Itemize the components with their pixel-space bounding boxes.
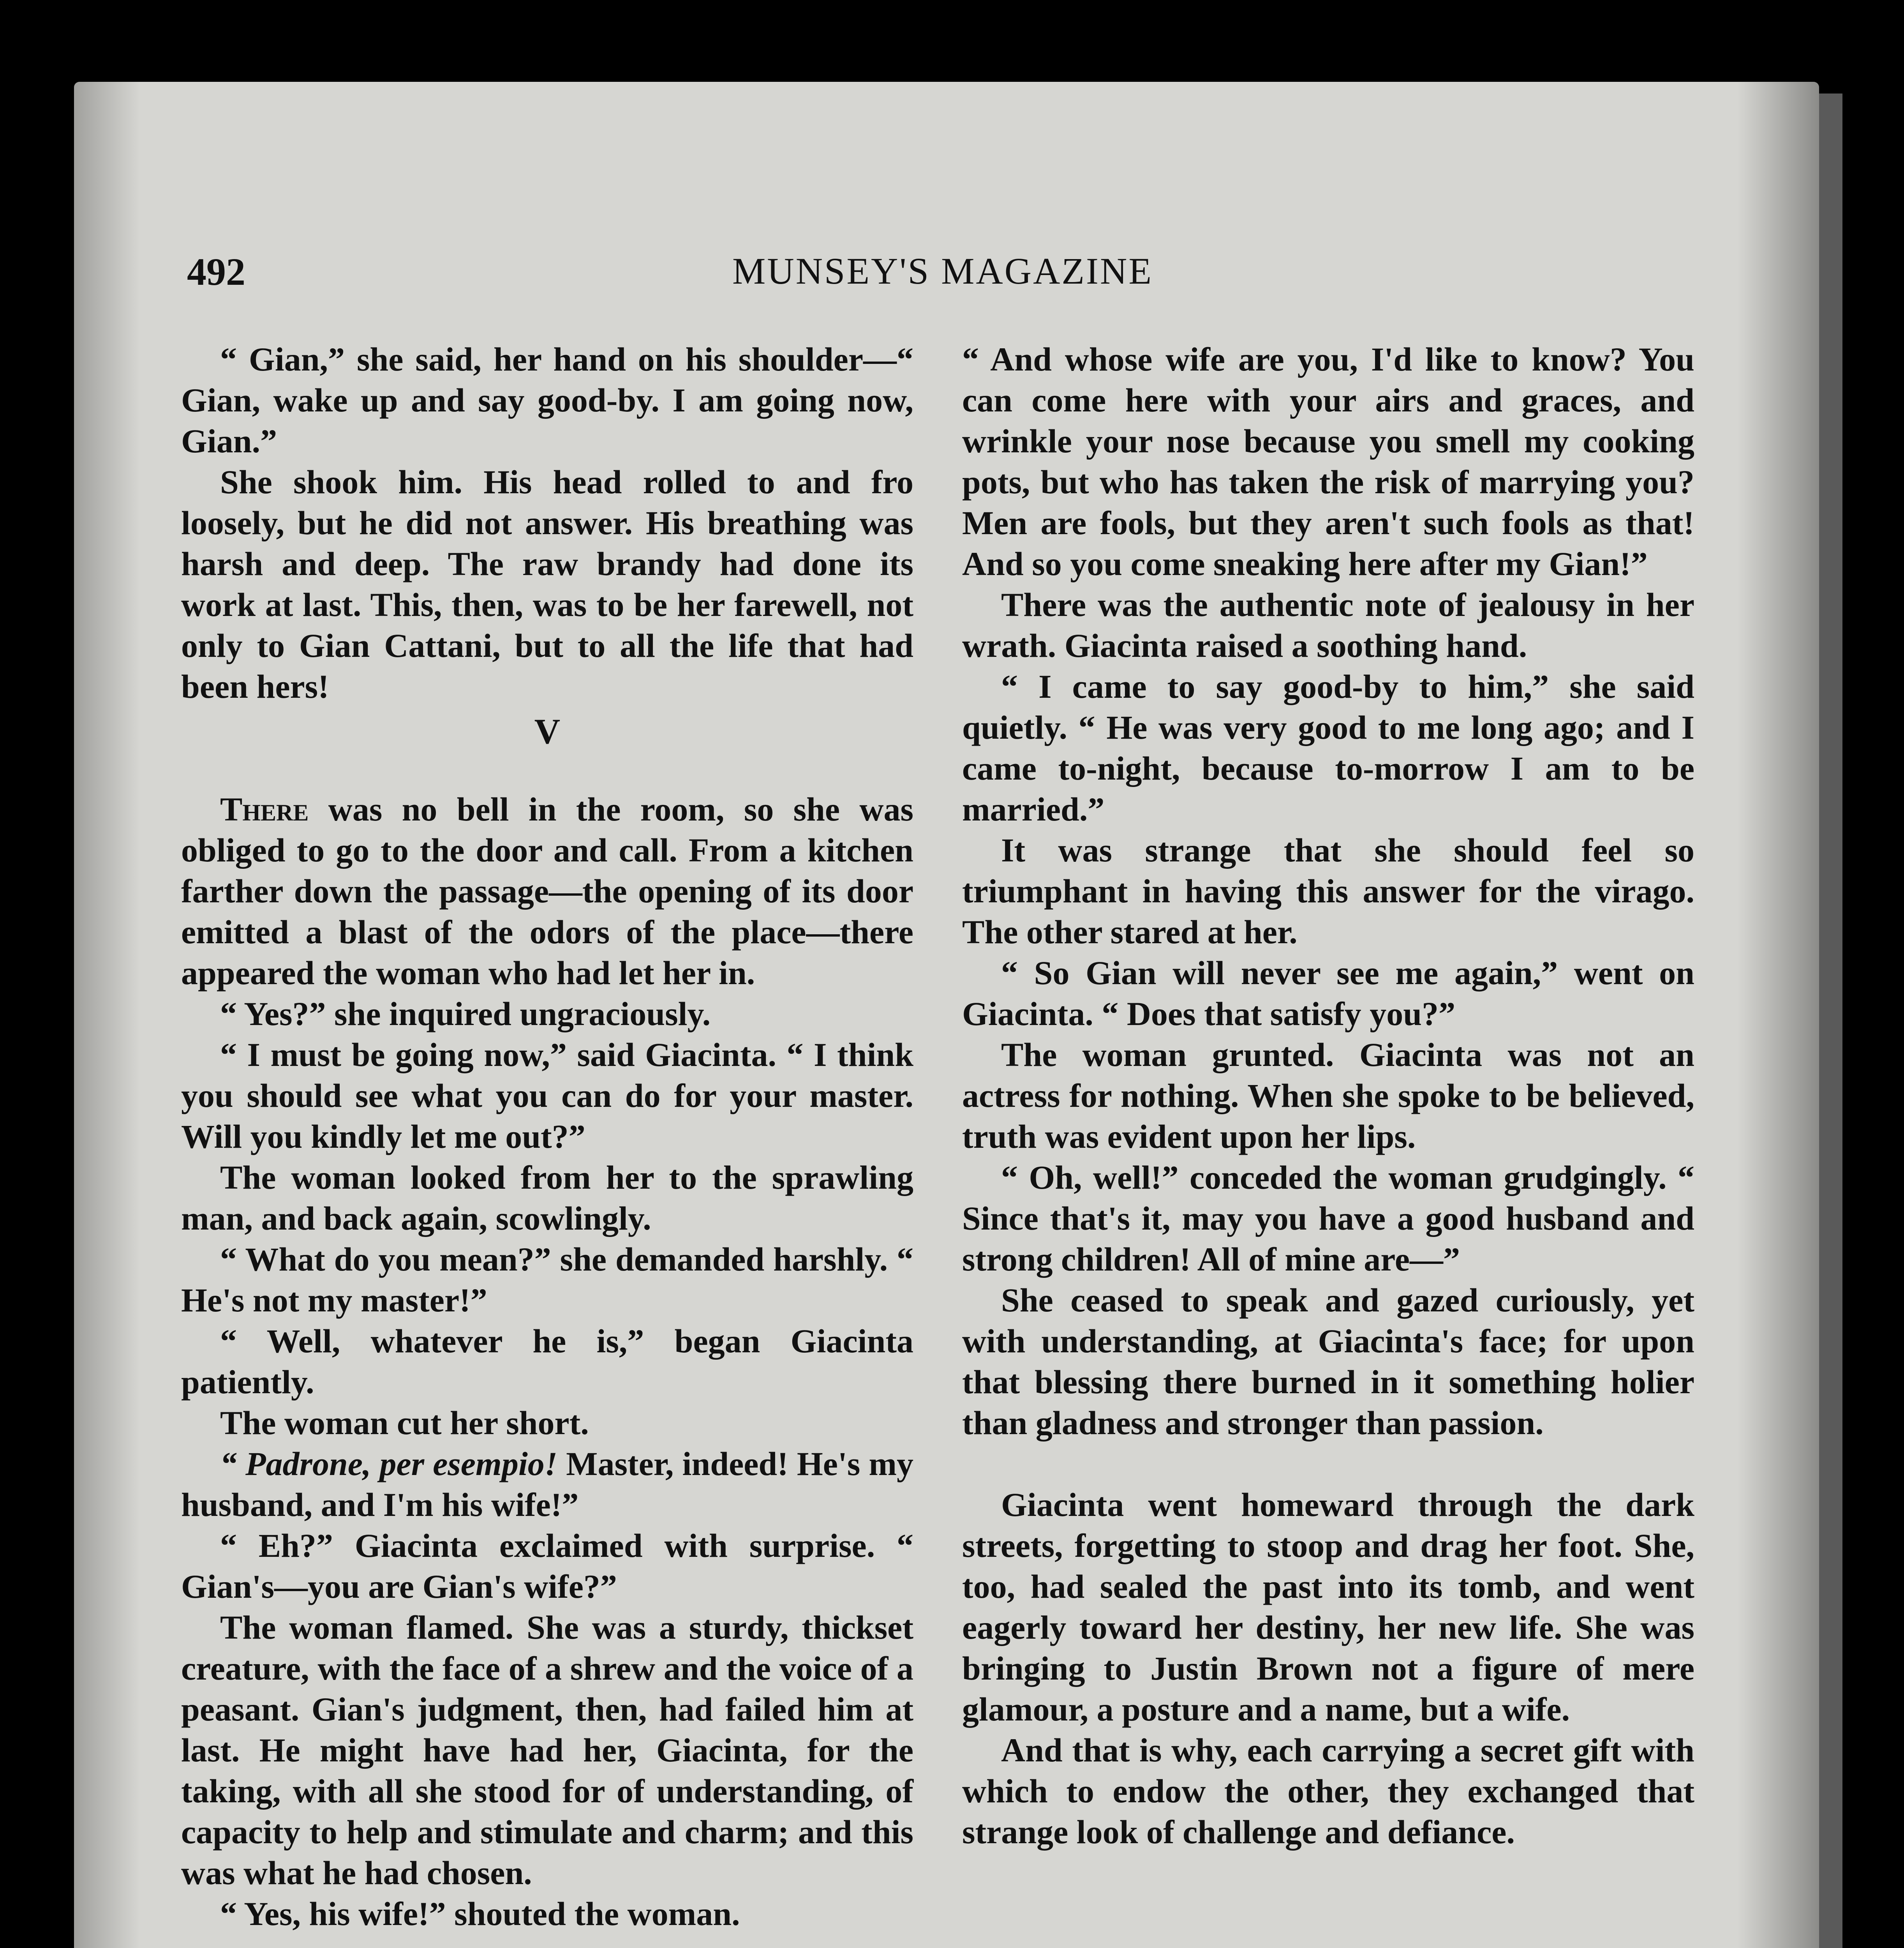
page-header bbox=[187, 249, 1698, 308]
paragraph: “ So Gian will never see me again,” went on Giacinta. “ Does that satisfy you?” bbox=[962, 954, 1694, 1032]
paragraph-text: was no bell in the room, so she was obliged to go to the door and call. From a kitchen farther down the passage—the opening of its door emitted a blast of the odors of the place—there appeared the woman who had let her in. bbox=[181, 790, 913, 992]
paragraph: “ Gian,” she said, her hand on his shoulder—“ Gian, wake up and say good-by. I am going now, Gian.” bbox=[181, 341, 913, 460]
right-column bbox=[962, 339, 1694, 1853]
paragraph: Giacinta went homeward through the dark streets, forgetting to stoop and drag her foot. She, too, had sealed the past into its tomb, and went eagerly toward her destiny, her new life. She was bringing to Justin Brown not a figure of mere glamour, a posture and a name, but a wife. bbox=[962, 1486, 1694, 1728]
paragraph-text: Master, indeed! He's my husband, and I'm his wife!” bbox=[181, 1445, 913, 1523]
paragraph: “ Yes?” she inquired ungraciously. bbox=[220, 995, 711, 1032]
page-edge-shadow bbox=[1737, 82, 1819, 1948]
paragraph: She shook him. His head rolled to and fro loosely, but he did not answer. His breathing was harsh and deep. The raw brandy had done its work at last. This, then, was to be her farewell, not only to Gian Cattani, but to all the life that had been hers! bbox=[181, 463, 913, 705]
paragraph: And that is why, each carrying a secret gift with which to endow the other, they exchanged that strange look of challenge and defiance. bbox=[962, 1731, 1694, 1851]
section-number: V bbox=[534, 711, 561, 751]
paragraph: “ I came to say good-by to him,” she said quietly. “ He was very good to me long ago; and I came to-night, because to-morrow I am to be married.” bbox=[962, 668, 1694, 828]
page-number: 492 bbox=[187, 250, 245, 293]
page-gutter-shadow bbox=[74, 82, 140, 1948]
small-caps-lead: There bbox=[220, 790, 309, 828]
paragraph: “ Eh?” Giacinta exclaimed with surprise. “ Gian's—you are Gian's wife?” bbox=[181, 1527, 913, 1605]
paragraph: “ Well, whatever he is,” began Giacinta patiently. bbox=[181, 1322, 913, 1401]
paragraph: “ And whose wife are you, I'd like to know? You can come here with your airs and graces, and wrinkle your nose because you smell my cooking pots, but who has taken the risk of marrying you? Men are fools, but they aren't such fools as that! And so you come sneaking here after my Gian!” bbox=[962, 341, 1694, 582]
paragraph bbox=[181, 1443, 913, 1525]
paragraph: It was strange that she should feel so triumphant in having this answer for the virago. The other stared at her. bbox=[962, 831, 1694, 951]
left-column bbox=[181, 339, 913, 1934]
paragraph: The woman looked from her to the sprawling man, and back again, scowlingly. bbox=[181, 1159, 913, 1237]
paragraph: The woman flamed. She was a sturdy, thickset creature, with the face of a shrew and the voice of a peasant. Gian's judgment, then, had failed him at last. He might have had her, Giacinta, for the taking, with all she stood for of understanding, of capacity to help and stimulate and charm; and this was what he had chosen. bbox=[181, 1609, 913, 1892]
paragraph bbox=[181, 789, 913, 993]
paragraph: “ Oh, well!” conceded the woman grudgingly. “ Since that's it, may you have a good husband and strong children! All of mine are—” bbox=[962, 1159, 1694, 1278]
next-page-edge bbox=[1819, 94, 1842, 1948]
paragraph: She ceased to speak and gazed curiously, yet with understanding, at Giacinta's face; for upon that blessing there burned in it something holier than gladness and stronger than passion. bbox=[962, 1281, 1694, 1442]
paragraph: “ What do you mean?” she demanded harshly. “ He's not my master!” bbox=[181, 1240, 913, 1319]
paragraph: “ I must be going now,” said Giacinta. “ I think you should see what you can do for your master. Will you kindly let me out?” bbox=[181, 1036, 913, 1155]
italic-phrase: “ Padrone, per esempio! bbox=[220, 1445, 558, 1482]
paragraph: The woman cut her short. bbox=[220, 1404, 589, 1442]
paragraph: The woman grunted. Giacinta was not an actress for nothing. When she spoke to be believed, truth was evident upon her lips. bbox=[962, 1036, 1694, 1155]
running-title: MUNSEY'S MAGAZINE bbox=[732, 250, 1153, 292]
paragraph: “ Yes, his wife!” shouted the woman. bbox=[220, 1895, 740, 1932]
paragraph: There was the authentic note of jealousy in her wrath. Giacinta raised a soothing hand. bbox=[962, 586, 1694, 664]
